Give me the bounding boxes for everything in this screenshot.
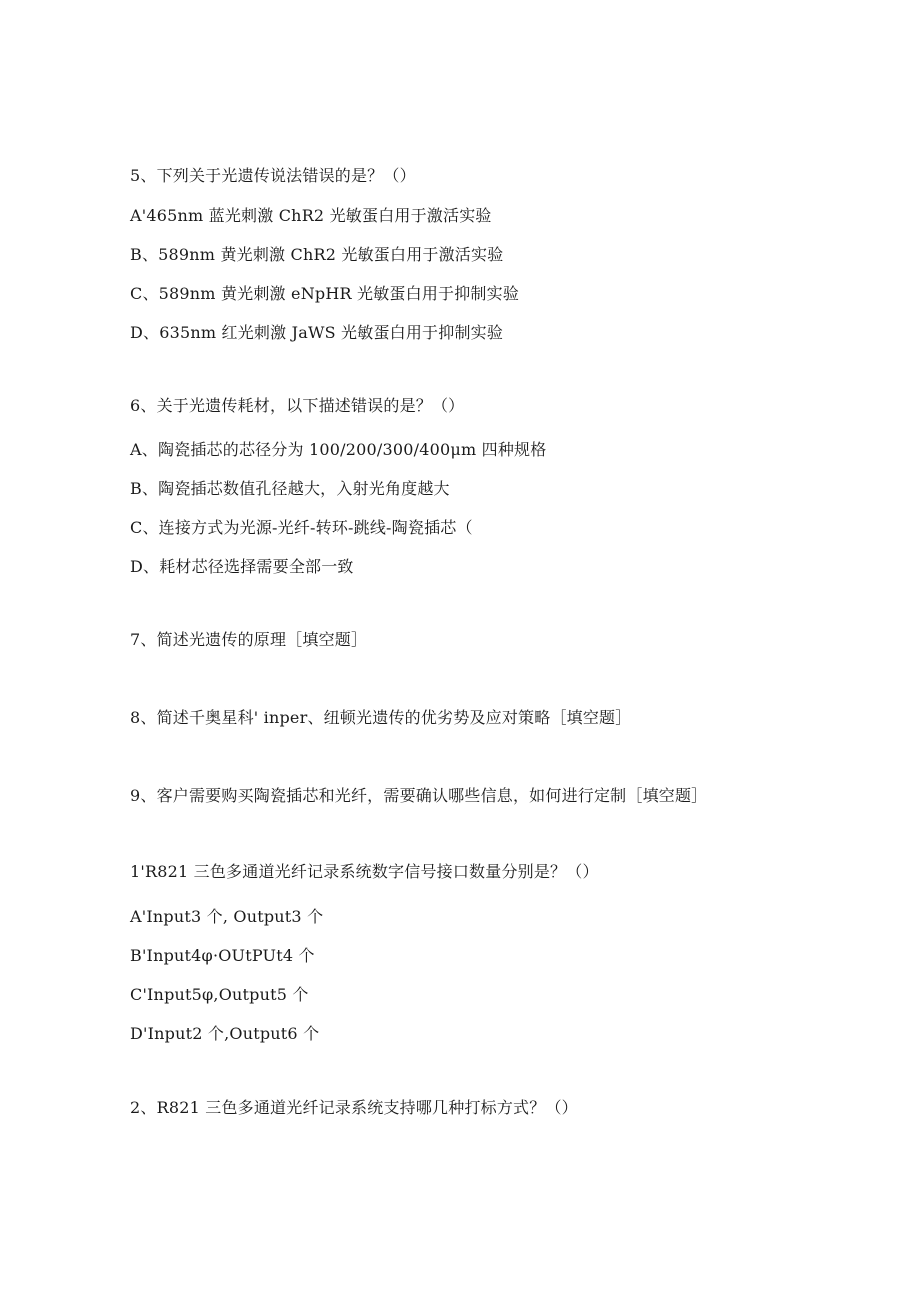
question-5-option-b: B、589nm 黄光刺激 ChR2 光敏蛋白用于激活实验 bbox=[130, 245, 504, 264]
question-9-stem: 9、客户需要购买陶瓷插芯和光纤，需要确认哪些信息，如何进行定制［填空题］ bbox=[130, 786, 708, 805]
question-1-option-b: B'Input4φ·OUtPUt4 个 bbox=[130, 946, 315, 965]
question-2-stem: 2、R821 三色多通道光纤记录系统支持哪几种打标方式？（） bbox=[130, 1098, 578, 1117]
question-5-option-c: C、589nm 黄光刺激 eNpHR 光敏蛋白用于抑制实验 bbox=[130, 284, 520, 303]
question-7-stem: 7、简述光遗传的原理［填空题］ bbox=[130, 630, 368, 649]
question-6-option-d: D、耗材芯径选择需要全部一致 bbox=[130, 557, 354, 576]
question-1-option-d: D'Input2 个,Output6 个 bbox=[130, 1024, 320, 1043]
question-6-stem: 6、关于光遗传耗材，以下描述错误的是？（） bbox=[130, 396, 465, 415]
question-5-option-d: D、635nm 红光刺激 JaWS 光敏蛋白用于抑制实验 bbox=[130, 323, 504, 342]
question-6-option-a: A、陶瓷插芯的芯径分为 100/200/300/400μm 四种规格 bbox=[130, 440, 547, 459]
question-5-option-a: A'465nm 蓝光刺激 ChR2 光敏蛋白用于激活实验 bbox=[130, 206, 492, 225]
question-8-stem: 8、简述千奥星科' inper、纽顿光遗传的优劣势及应对策略［填空题］ bbox=[130, 708, 632, 727]
question-6-option-b: B、陶瓷插芯数值孔径越大，入射光角度越大 bbox=[130, 479, 450, 498]
question-5-stem: 5、下列关于光遗传说法错误的是？（） bbox=[130, 166, 416, 185]
question-6-option-c: C、连接方式为光源-光纤-转环-跳线-陶瓷插芯（ bbox=[130, 518, 473, 537]
question-1-stem: 1'R821 三色多通道光纤记录系统数字信号接口数量分别是？（） bbox=[130, 862, 599, 881]
question-1-option-a: A'Input3 个, Output3 个 bbox=[130, 907, 324, 926]
question-1-option-c: C'Input5φ,Output5 个 bbox=[130, 985, 309, 1004]
